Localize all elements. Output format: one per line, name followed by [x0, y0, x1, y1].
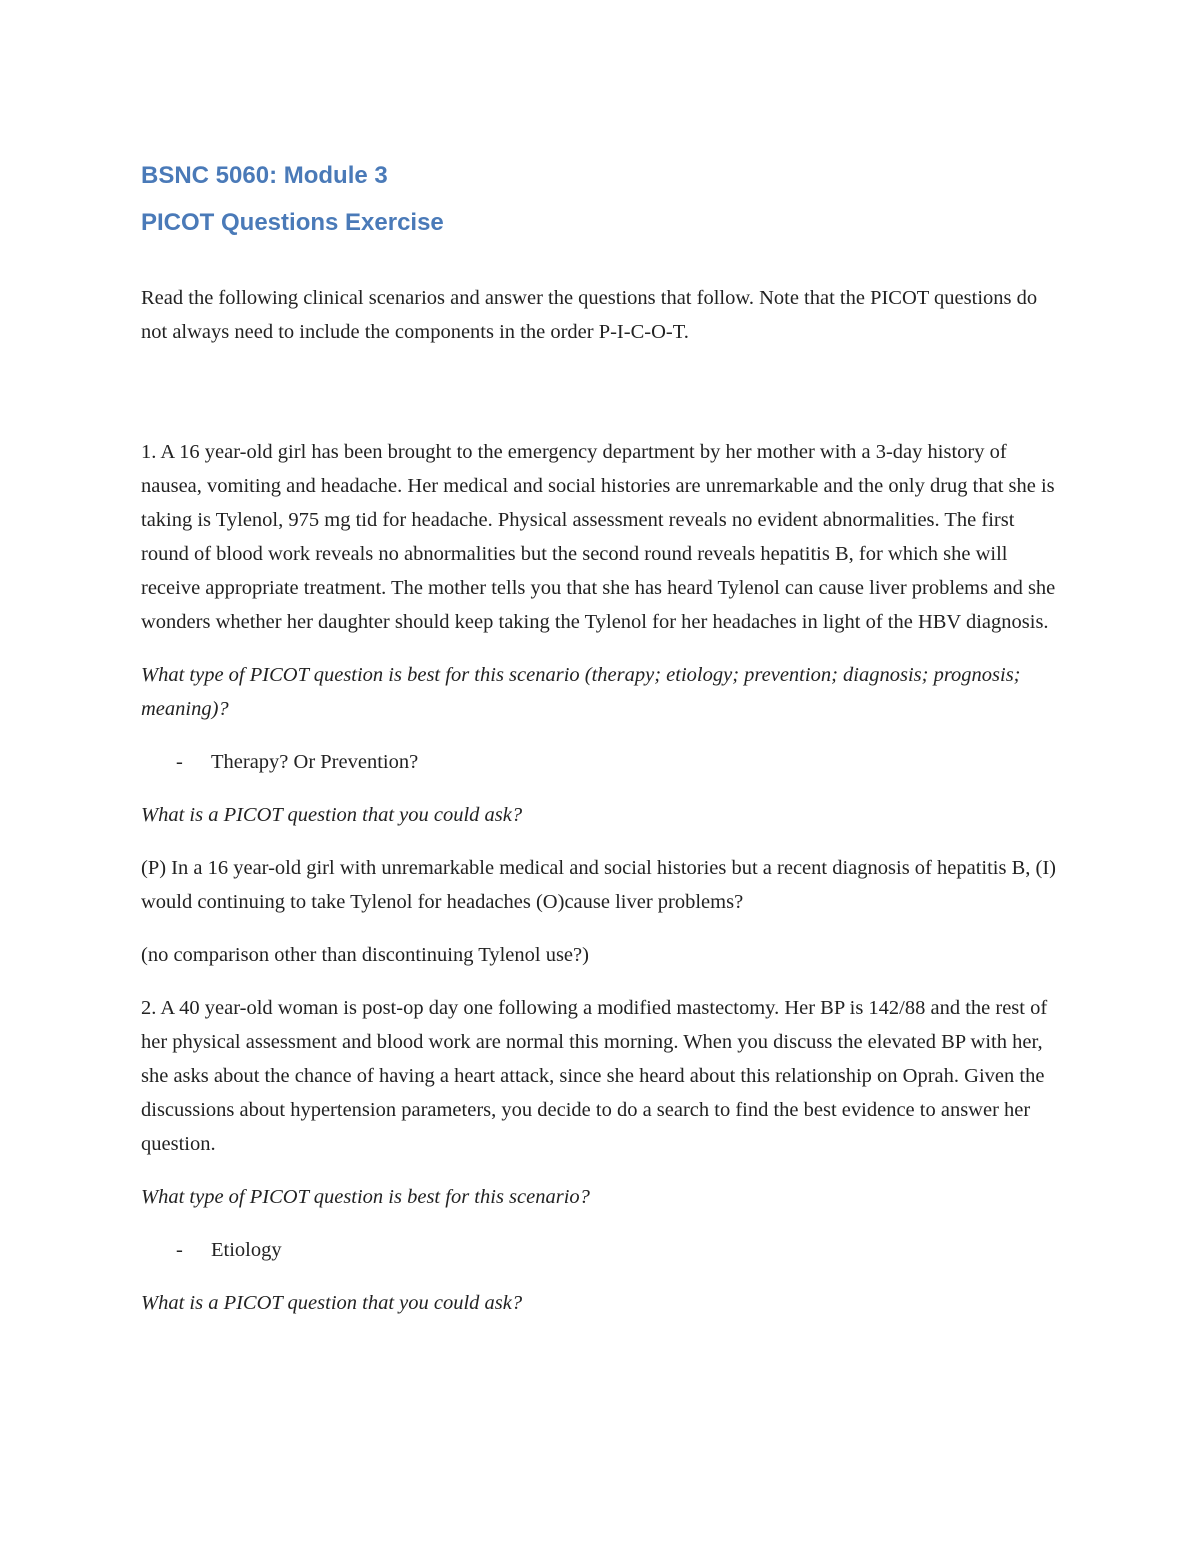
scenario-1-type-answer-item [141, 745, 1061, 779]
scenario-1-type-answer: Therapy? Or Prevention? [211, 751, 419, 773]
course-title: BSNC 5060: Module 3 [141, 162, 388, 189]
scenario-2-picot-prompt: What is a PICOT question that you could ask? [141, 1292, 523, 1314]
document-body [141, 152, 1061, 1320]
scenario-1-picot-answer: (P) In a 16 year-old girl with unremarkable medical and social histories but a recent diagnosis of hepatitis B, (I) would continuing to take Tylenol for headaches (O)cause liver problems? [141, 857, 1056, 913]
intro-paragraph: Read the following clinical scenarios and answer the questions that follow. Note that the PICOT questions do not always need to include the components in the order P-I-C-O-T. [141, 287, 1038, 343]
scenario-2-type-answer-item [141, 1233, 1061, 1267]
scenario-1-text: 1. A 16 year-old girl has been brought to the emergency department by her mother with a 3-day history of nausea, vomiting and headache. Her medical and social histories are unremarkable and the only drug that she is taking is Tylenol, 975 mg tid for headache. Physical assessment reveals no evident abnormalities. The first round of blood work reveals no abnormalities but the second round reveals hepatitis B, for which she will receive appropriate treatment. The mother tells you that she has heard Tylenol can cause liver problems and she wonders whether her daughter should keep taking the Tylenol for her headaches in light of the HBV diagnosis. [141, 441, 1056, 633]
scenario-2-text: 2. A 40 year-old woman is post-op day one following a modified mastectomy. Her BP is 142/88 and the rest of her physical assessment and blood work are normal this morning. When you discuss the elevated BP with her, she asks about the chance of having a heart attack, since she heard about this relationship on Oprah. Given the discussions about hypertension parameters, you decide to do a search to find the best evidence to answer her question. [141, 997, 1048, 1155]
scenario-2-type-question: What type of PICOT question is best for this scenario? [141, 1186, 590, 1208]
scenario-2-type-answer: Etiology [211, 1239, 282, 1261]
scenario-1-picot-prompt: What is a PICOT question that you could ask? [141, 804, 523, 826]
exercise-title: PICOT Questions Exercise [141, 209, 444, 236]
bullet-dash: - [176, 1239, 183, 1261]
scenario-1-comparison-note: (no comparison other than discontinuing Tylenol use?) [141, 944, 589, 966]
scenario-1-type-question: What type of PICOT question is best for this scenario (therapy; etiology; prevention; diagnosis; prognosis; meaning)? [141, 664, 1021, 720]
bullet-dash: - [176, 751, 183, 773]
